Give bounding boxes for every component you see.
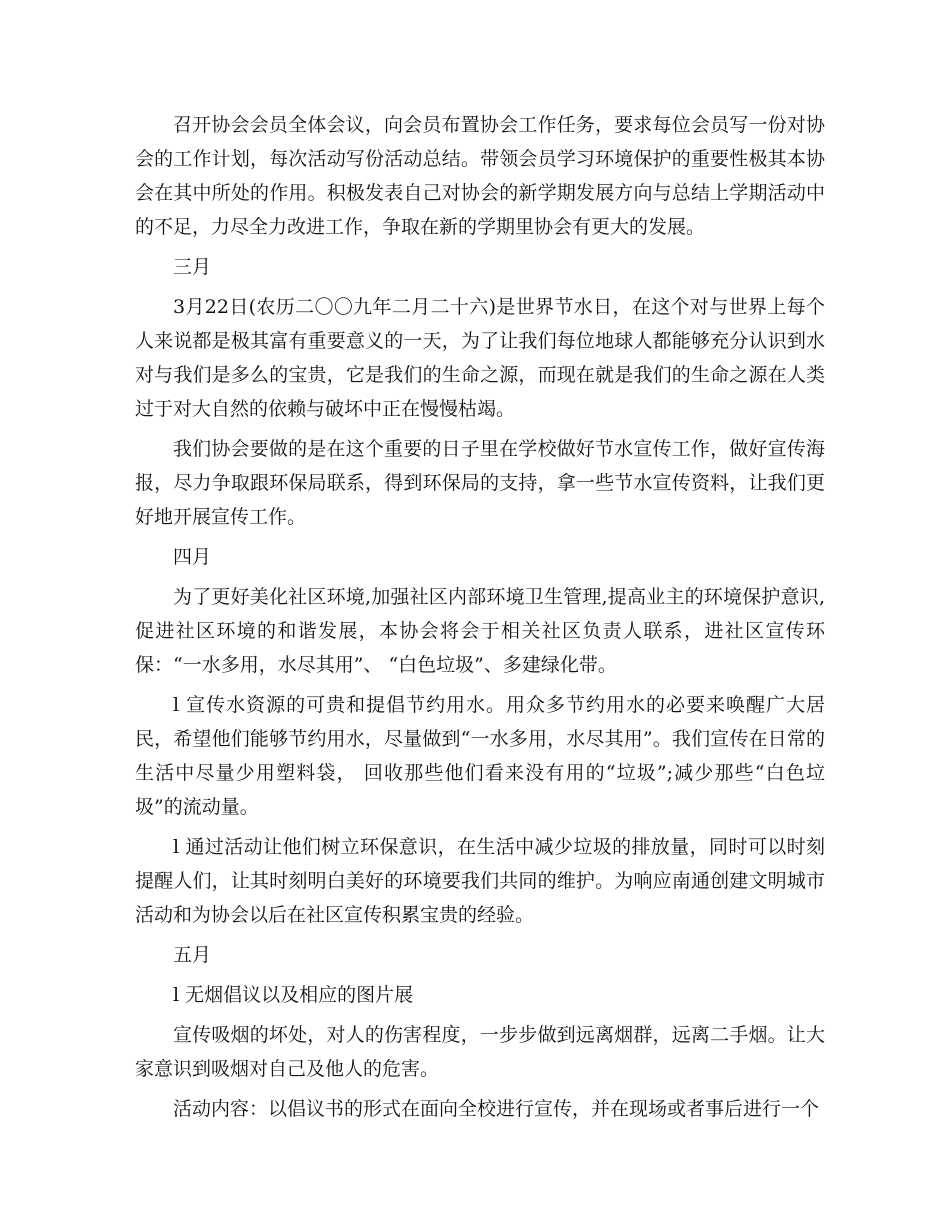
paragraph-community: 为了更好美化社区环境,加强社区内部环境卫生管理,提高业主的环境保护意识,促进社区环境的和谐发展，本协会将会于相关社区负责人联系，进社区宣传环保：“一水多用，水尽其用”、 “白色垃圾”、多建绿化带。 bbox=[135, 586, 825, 676]
heading-march: 三月 bbox=[173, 256, 212, 278]
paragraph-water-day: 3月22日(农历二〇〇九年二月二十六)是世界节水日，在这个对与世界上每个人来说都是极其富有重要意义的一天，为了让我们每位地球人都能够充分认识到水对与我们是多么的宝贵，它是我们的生命之源，而现在就是我们的生命之源在人类过于对大自然的依赖与破坏中正在慢慢枯竭。 bbox=[135, 296, 825, 420]
paragraph-save-water-item: l 宣传水资源的可贵和提倡节约用水。用众多节约用水的必要来唤醒广大居民，希望他们能够节约用水，尽量做到“一水多用，水尽其用”。我们宣传在日常的生活中尽量少用塑料袋， 回收那些他们看来没有用的“垃圾”;减少那些“白色垃圾”的流动量。 bbox=[135, 694, 825, 818]
paragraph-awareness-item: l 通过活动让他们树立环保意识，在生活中减少垃圾的排放量，同时可以时刻提醒人们，让其时刻明白美好的环境要我们共同的维护。为响应南通创建文明城市活动和为协会以后在社区宣传积累宝贵的经验。 bbox=[135, 836, 825, 926]
paragraph-activity-content: 活动内容：以倡议书的形式在面向全校进行宣传，并在现场或者事后进行一个 bbox=[173, 1098, 820, 1120]
heading-may: 五月 bbox=[173, 944, 212, 966]
document-body bbox=[135, 108, 825, 1132]
heading-no-smoking-item: l 无烟倡议以及相应的图片展 bbox=[173, 984, 414, 1006]
paragraph-smoking-harm: 宣传吸烟的坏处，对人的伤害程度，一步步做到远离烟群，远离二手烟。让大家意识到吸烟对自己及他人的危害。 bbox=[135, 1024, 825, 1080]
paragraph-water-campaign: 我们协会要做的是在这个重要的日子里在学校做好节水宣传工作，做好宣传海报，尽力争取跟环保局联系，得到环保局的支持，拿一些节水宣传资料，让我们更好地开展宣传工作。 bbox=[135, 438, 825, 528]
paragraph-meeting: 召开协会会员全体会议，向会员布置协会工作任务，要求每位会员写一份对协会的工作计划，每次活动写份活动总结。带领会员学习环境保护的重要性极其本协会在其中所处的作用。积极发表自己对协会的新学期发展方向与总结上学期活动中的不足，力尽全力改进工作，争取在新的学期里协会有更大的发展。 bbox=[135, 114, 825, 238]
heading-april: 四月 bbox=[173, 546, 212, 568]
